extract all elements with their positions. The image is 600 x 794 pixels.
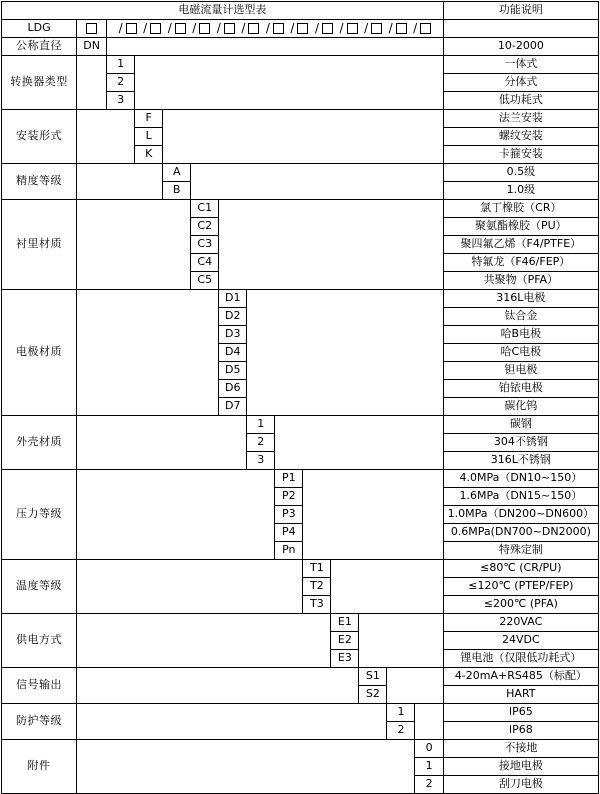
desc-converter-3: 低功耗式 (443, 92, 598, 110)
desc-electrode-3: 哈B电极 (443, 326, 598, 344)
code-temperature-3: T3 (303, 596, 331, 614)
desc-mounting-3: 卡箍安装 (443, 146, 598, 164)
table-row (2, 470, 599, 488)
desc-mounting-2: 螺纹安装 (443, 128, 598, 146)
model-row-desc (443, 20, 598, 38)
row-spacer (107, 38, 444, 56)
row-category-electrode-material: 电极材质 (2, 290, 77, 416)
row-spacer (275, 416, 443, 470)
code-lining-2: C2 (191, 218, 219, 236)
desc-signal-2: HART (443, 686, 598, 704)
row-spacer (77, 200, 191, 290)
row-category-protection-grade: 防护等级 (2, 704, 77, 740)
box-glyph (150, 23, 161, 34)
table-row (2, 416, 599, 434)
desc-electrode-2: 钛合金 (443, 308, 598, 326)
code-signal-1: S1 (359, 668, 387, 686)
row-spacer (77, 704, 387, 740)
desc-signal-1: 4-20mA+RS485（标配） (443, 668, 598, 686)
code-pressure-5: Pn (275, 542, 303, 560)
code-protection-2: 2 (387, 722, 415, 740)
row-category-mounting-type: 安装形式 (2, 110, 77, 164)
row-category-accessories: 附件 (2, 740, 77, 794)
row-spacer (77, 416, 247, 470)
row-spacer (191, 164, 443, 200)
table-row (2, 668, 599, 686)
code-converter-1: 1 (107, 56, 135, 74)
code-electrode-1: D1 (219, 290, 247, 308)
desc-temperature-3: ≤200℃ (PFA) (443, 596, 598, 614)
box-glyph (396, 23, 407, 34)
desc-accuracy-2: 1.0级 (443, 182, 598, 200)
row-spacer (77, 56, 107, 110)
code-protection-1: 1 (387, 704, 415, 722)
slash-glyph: / (118, 20, 124, 35)
table-row (2, 38, 599, 56)
row-category-lining-material: 衬里材质 (2, 200, 77, 290)
code-converter-2: 2 (107, 74, 135, 92)
row-spacer (387, 668, 443, 704)
code-lining-4: C4 (191, 254, 219, 272)
box-glyph (297, 23, 308, 34)
box-glyph (248, 23, 259, 34)
desc-power-1: 220VAC (443, 614, 598, 632)
code-power-3: E3 (331, 650, 359, 668)
row-category-pressure-rating: 压力等级 (2, 470, 77, 560)
desc-pressure-3: 1.0MPa（DN200~DN600） (443, 506, 598, 524)
table-row (2, 290, 599, 308)
code-accuracy-2: B (163, 182, 191, 200)
table-row (2, 704, 599, 722)
row-spacer (77, 110, 135, 164)
desc-protection-2: IP68 (443, 722, 598, 740)
code-power-2: E2 (331, 632, 359, 650)
code-accessory-3: 2 (415, 776, 443, 794)
table-row (2, 560, 599, 578)
code-accuracy-1: A (163, 164, 191, 182)
slash-glyph: / (314, 20, 321, 35)
slash-glyph: / (216, 20, 222, 35)
desc-electrode-6: 铂铱电极 (443, 380, 598, 398)
table-title-row (2, 2, 599, 20)
desc-housing-3: 316L不锈钢 (443, 452, 598, 470)
desc-pressure-1: 4.0MPa（DN10~150） (443, 470, 598, 488)
row-spacer (163, 110, 444, 164)
table-row (2, 56, 599, 74)
right-header: 功能说明 (443, 2, 598, 20)
row-category-temperature-rating: 温度等级 (2, 560, 77, 614)
desc-temperature-1: ≤80℃ (CR/PU) (443, 560, 598, 578)
slash-glyph: / (339, 20, 345, 35)
row-spacer (77, 740, 415, 794)
desc-lining-3: 聚四氟乙烯（F4/PTFE） (443, 236, 598, 254)
box-glyph (199, 23, 210, 34)
desc-pressure-5: 特殊定制 (443, 542, 598, 560)
table-row (2, 740, 599, 758)
slash-glyph: / (388, 20, 394, 35)
code-electrode-6: D6 (219, 380, 247, 398)
slash-glyph: / (265, 20, 271, 35)
desc-accessory-1: 不接地 (443, 740, 598, 758)
code-accessory-1: 0 (415, 740, 443, 758)
model-box-0 (77, 20, 107, 38)
code-electrode-4: D4 (219, 344, 247, 362)
slash-glyph: / (167, 20, 173, 35)
code-pressure-4: P4 (275, 524, 303, 542)
model-selection-table (1, 1, 599, 794)
model-box-series (107, 20, 444, 38)
desc-nominal-diameter: 10-2000 (443, 38, 598, 56)
page-title: 电磁流量计选型表 (2, 2, 444, 20)
row-spacer (331, 560, 443, 614)
slash-glyph: / (413, 20, 419, 35)
table-row (2, 614, 599, 632)
row-category-signal-output: 信号输出 (2, 668, 77, 704)
desc-electrode-7: 碳化钨 (443, 398, 598, 416)
code-electrode-7: D7 (219, 398, 247, 416)
row-spacer (77, 560, 303, 614)
slash-glyph: / (241, 20, 247, 35)
row-spacer (77, 164, 163, 200)
box-glyph (371, 23, 382, 34)
table-row (2, 164, 599, 182)
desc-pressure-2: 1.6MPa（DN15~150） (443, 488, 598, 506)
code-accessory-2: 1 (415, 758, 443, 776)
code-temperature-1: T1 (303, 560, 331, 578)
desc-electrode-1: 316L电极 (443, 290, 598, 308)
code-pressure-3: P3 (275, 506, 303, 524)
code-temperature-2: T2 (303, 578, 331, 596)
row-spacer (359, 614, 443, 668)
code-mounting-2: L (135, 128, 163, 146)
table-row (2, 110, 599, 128)
row-spacer (77, 290, 219, 416)
desc-lining-5: 共聚物（PFA） (443, 272, 598, 290)
code-electrode-2: D2 (219, 308, 247, 326)
code-housing-2: 2 (247, 434, 275, 452)
desc-converter-2: 分体式 (443, 74, 598, 92)
code-lining-3: C3 (191, 236, 219, 254)
code-housing-1: 1 (247, 416, 275, 434)
box-glyph (420, 23, 431, 34)
code-lining-1: C1 (191, 200, 219, 218)
model-prefix: LDG (2, 20, 77, 38)
model-code-row (2, 20, 599, 38)
desc-lining-2: 聚氨酯橡胶（PU） (443, 218, 598, 236)
row-spacer (303, 470, 443, 560)
box-glyph (273, 23, 284, 34)
desc-power-2: 24VDC (443, 632, 598, 650)
desc-accessory-3: 刮刀电极 (443, 776, 598, 794)
row-category-nominal-diameter: 公称直径 (2, 38, 77, 56)
code-signal-2: S2 (359, 686, 387, 704)
desc-protection-1: IP65 (443, 704, 598, 722)
desc-housing-2: 304不锈钢 (443, 434, 598, 452)
desc-housing-1: 碳钢 (443, 416, 598, 434)
box-glyph (322, 23, 333, 34)
desc-lining-1: 氯丁橡胶（CR） (443, 200, 598, 218)
row-spacer (77, 470, 275, 560)
code-electrode-3: D3 (219, 326, 247, 344)
code-power-1: E1 (331, 614, 359, 632)
slash-glyph: / (143, 20, 149, 35)
row-category-power-supply: 供电方式 (2, 614, 77, 668)
selection-table-sheet (0, 1, 600, 791)
code-pressure-2: P2 (275, 488, 303, 506)
code-lining-5: C5 (191, 272, 219, 290)
box-glyph (175, 23, 186, 34)
slash-glyph: / (364, 20, 370, 35)
desc-converter-1: 一体式 (443, 56, 598, 74)
row-spacer (77, 614, 331, 668)
box-glyph (347, 23, 358, 34)
row-category-accuracy-grade: 精度等级 (2, 164, 77, 200)
row-category-housing-material: 外壳材质 (2, 416, 77, 470)
code-mounting-1: F (135, 110, 163, 128)
row-spacer (247, 290, 443, 416)
desc-pressure-4: 0.6MPa(DN700~DN2000) (443, 524, 598, 542)
code-dn: DN (77, 38, 107, 56)
row-spacer (77, 668, 359, 704)
desc-power-3: 锂电池（仅限低功耗式） (443, 650, 598, 668)
table-row (2, 200, 599, 218)
code-pressure-1: P1 (275, 470, 303, 488)
code-converter-3: 3 (107, 92, 135, 110)
desc-mounting-1: 法兰安装 (443, 110, 598, 128)
slash-glyph: / (290, 20, 296, 35)
desc-electrode-4: 哈C电极 (443, 344, 598, 362)
desc-lining-4: 特氟龙（F46/FEP） (443, 254, 598, 272)
row-spacer (219, 200, 443, 290)
code-mounting-3: K (135, 146, 163, 164)
box-glyph (126, 23, 137, 34)
desc-accuracy-1: 0.5级 (443, 164, 598, 182)
row-spacer (415, 704, 443, 740)
desc-electrode-5: 钽电极 (443, 362, 598, 380)
desc-temperature-2: ≤120℃ (PTEP/FEP) (443, 578, 598, 596)
desc-accessory-2: 接地电极 (443, 758, 598, 776)
row-category-converter-type: 转换器类型 (2, 56, 77, 110)
box-glyph (224, 23, 235, 34)
code-electrode-5: D5 (219, 362, 247, 380)
code-housing-3: 3 (247, 452, 275, 470)
slash-glyph: / (192, 20, 198, 35)
row-spacer (135, 56, 444, 110)
box-glyph (86, 23, 97, 34)
